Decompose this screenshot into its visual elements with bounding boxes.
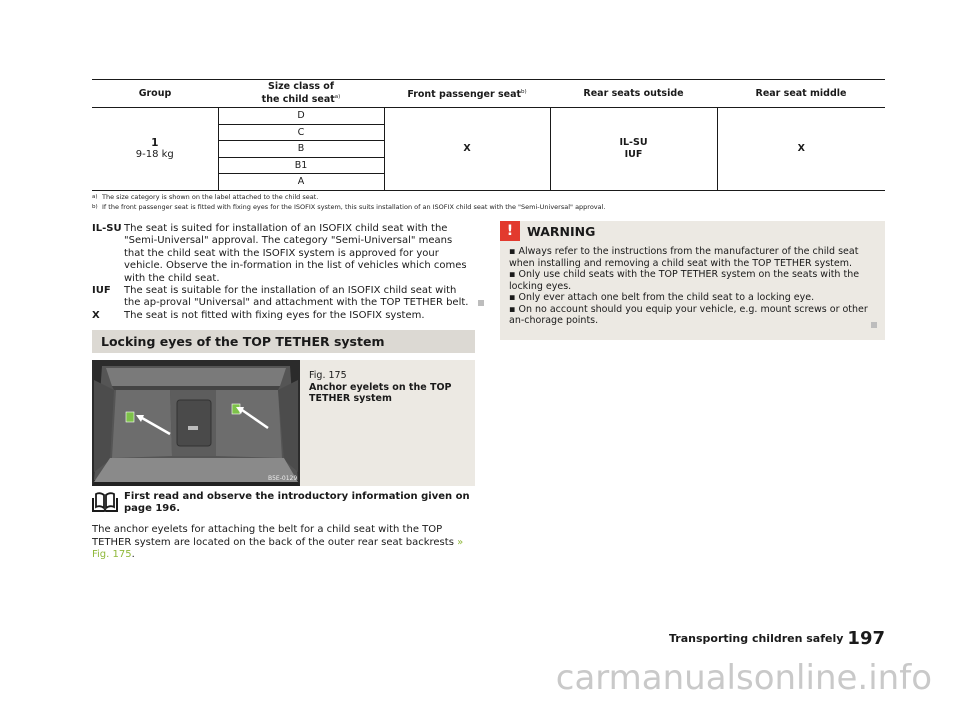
front-passenger-cell: X — [384, 108, 550, 191]
definition-key: IUF — [92, 285, 111, 297]
header-front-passenger — [384, 80, 550, 108]
definition-key: X — [92, 309, 100, 321]
footnote-b-mark: b) — [92, 204, 98, 210]
definition-list — [92, 223, 475, 322]
footer-section: Transporting children safely — [669, 632, 844, 645]
size-class-cell: C — [218, 124, 384, 141]
footnote-a-mark: a) — [92, 194, 98, 200]
size-class-cell: A — [218, 174, 384, 191]
footnote-b-text: If the front passenger seat is fitted with fixing eyes for the ISOFIX system, this suits installation of an ISOFIX child seat with the "Semi-Universal" approval. — [102, 203, 606, 211]
warning-item-text: Only ever attach one belt from the child seat to a locking eye. — [518, 292, 815, 303]
header-size-class-line1: Size class of — [268, 81, 334, 93]
header-front-passenger-label: Front passenger seat — [407, 89, 522, 101]
warning-end-marker — [871, 322, 877, 328]
warning-item: ▪ Only use child seats with the TOP TETHER system on the seats with the locking eyes. — [509, 269, 860, 292]
footnote-a — [92, 192, 606, 202]
table-row — [92, 108, 885, 125]
definition-text: The seat is suited for installation of an ISOFIX child seat with the "Semi-Universal" approval. The category "Semi-Universal" means that the child seat with the ISOFIX system is approved for your vehicle. Observe the in-formation in the list of vehicles which comes with the child seat. — [124, 223, 467, 284]
figure-link[interactable]: » Fig. 175 — [92, 536, 464, 560]
watermark: carmanualsonline.info — [555, 658, 932, 698]
figure-box — [92, 360, 475, 486]
warning-item-text: On no account should you equip your vehicle, e.g. mount screws or other an-chorage points. — [509, 303, 868, 326]
definition-key: IL-SU — [92, 223, 122, 234]
paragraph-text: The anchor eyelets for attaching the belt for a child seat with the TOP TETHER system are located on the back of the outer rear seat backrests — [92, 524, 454, 548]
intro-note — [92, 491, 475, 515]
size-class-cell: B — [218, 141, 384, 158]
paragraph-end: . — [131, 549, 135, 560]
book-icon — [92, 491, 118, 513]
rear-middle-cell: X — [717, 108, 885, 191]
figure-number: Fig. 175 — [309, 370, 347, 381]
intro-text: First read and observe the introductory information given on page 196. — [124, 491, 470, 514]
group-weight: 9-18 kg — [135, 148, 174, 160]
definition-text: The seat is suitable for the installation of an ISOFIX child seat with the ap-proval "Universal" and attachment with the TOP TETHER belt. — [124, 285, 469, 309]
group-cell — [92, 108, 218, 191]
definition-text: The seat is not fitted with fixing eyes for the ISOFIX system. — [124, 309, 425, 321]
warning-list — [509, 246, 879, 327]
rear-outside-line2: IUF — [624, 148, 643, 160]
warning-box — [500, 221, 885, 340]
table-footnotes — [92, 192, 606, 212]
footnote-a-text: The size category is shown on the label attached to the child seat. — [102, 193, 319, 201]
warning-item: ▪ On no account should you equip your vehicle, e.g. mount screws or other an-chorage points. — [509, 303, 868, 326]
figure-caption-text: Anchor eyelets on the TOP TETHER system — [309, 381, 452, 404]
size-class-cell: B1 — [218, 157, 384, 174]
page-footer — [669, 628, 885, 649]
footnote-b — [92, 202, 606, 212]
warning-icon: ! — [500, 221, 520, 241]
section-end-marker — [478, 300, 484, 306]
group-number: 1 — [151, 136, 159, 149]
photo-code: B5E-0129 — [268, 475, 298, 482]
warning-item: ▪ Only ever attach one belt from the child seat to a locking eye. — [509, 292, 815, 303]
definition-item — [92, 310, 475, 322]
figure-caption — [309, 370, 469, 405]
page-number: 197 — [847, 628, 885, 649]
warning-item: ▪ Always refer to the instructions from the manufacturer of the child seat when installing and removing a child seat with the TOP TETHER system. — [509, 246, 859, 269]
size-class-cell: D — [218, 108, 384, 125]
header-rear-middle: Rear seat middle — [755, 88, 847, 99]
warning-title: WARNING — [527, 224, 596, 239]
rear-outside-line1: IL-SU — [619, 136, 648, 148]
table-header-row — [92, 80, 885, 108]
definition-item — [92, 223, 475, 285]
rear-outside-cell — [550, 108, 717, 191]
definition-item — [92, 285, 475, 310]
footnote-ref-b: b) — [521, 88, 527, 95]
warning-item-text: Only use child seats with the TOP TETHER system on the seats with the locking eyes. — [509, 269, 860, 292]
header-rear-outside: Rear seats outside — [583, 88, 684, 99]
header-size-class — [218, 80, 384, 108]
warning-item-text: Always refer to the instructions from the manufacturer of the child seat when installing and removing a child seat with the TOP TETHER system. — [509, 246, 859, 269]
trunk-photo — [92, 360, 300, 486]
section-title: Locking eyes of the TOP TETHER system — [92, 330, 475, 353]
header-size-class-line2: the child seat — [261, 94, 335, 106]
body-paragraph — [92, 524, 475, 562]
header-group: Group — [138, 88, 172, 99]
footnote-ref-a: a) — [334, 94, 341, 101]
warning-header — [500, 221, 885, 241]
child-seat-table — [92, 79, 885, 191]
